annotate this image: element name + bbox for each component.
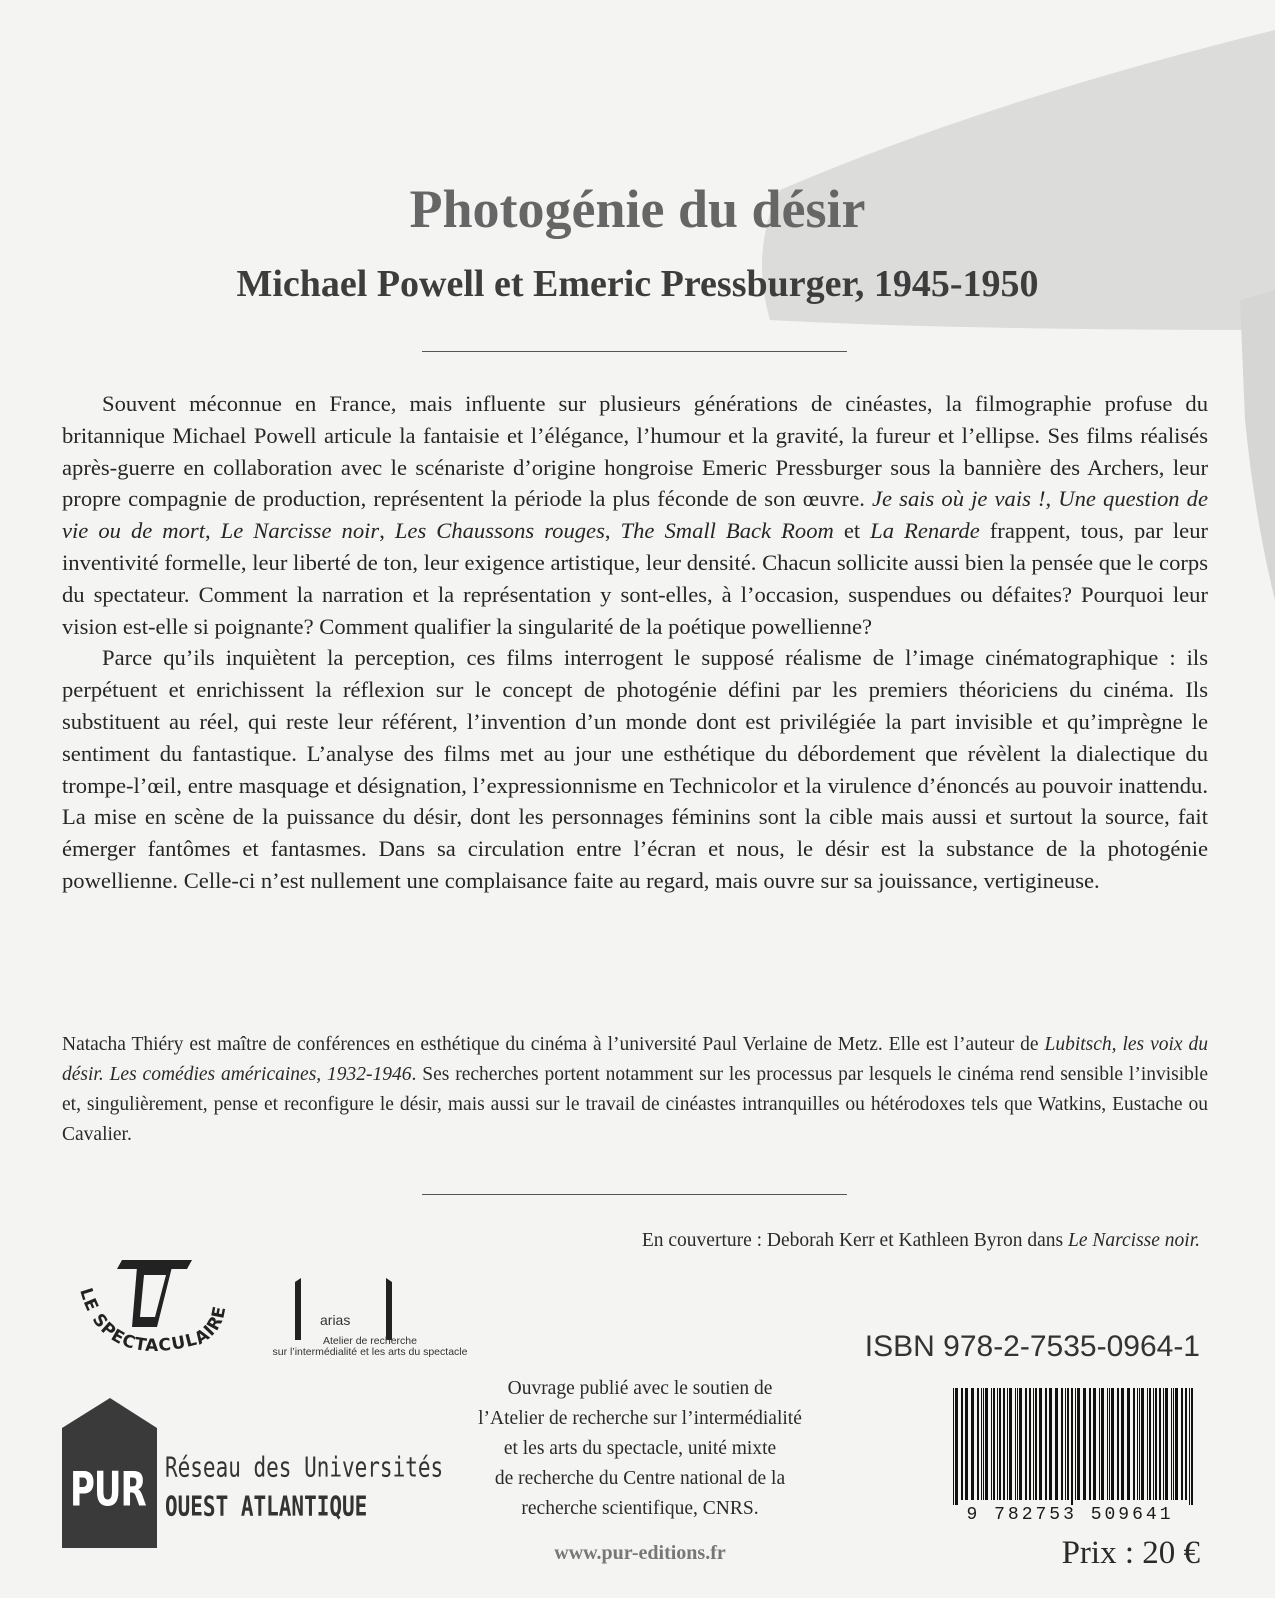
barcode-bar [1163, 1388, 1164, 1500]
summary-p1-run-1: Je sais où je vais ! [872, 486, 1046, 512]
barcode-bar [1175, 1388, 1178, 1500]
bio-run-0: Natacha Thiéry est maître de conférences en esthétique du cinéma à l’université Paul Verlaine de Metz. Elle est l’auteur de [62, 1034, 1045, 1055]
summary-text [62, 388, 1208, 897]
summary-p1-run-11: La Renarde [870, 518, 980, 544]
barcode-bar [1061, 1388, 1063, 1500]
support-statement [430, 1374, 850, 1524]
barcode-bar [1045, 1388, 1047, 1500]
barcode-bar [1191, 1388, 1193, 1513]
barcode-bar [1015, 1388, 1016, 1500]
pur-network-name [165, 1448, 443, 1526]
title-divider [422, 351, 847, 352]
book-title: Photogénie du désir [409, 179, 866, 239]
cover-credit [440, 1230, 1200, 1252]
barcode-bar [1075, 1388, 1076, 1500]
website-url: www.pur-editions.fr [554, 1542, 726, 1564]
barcode-bar [1007, 1388, 1008, 1500]
book-subtitle: Michael Powell et Emeric Pressburger, 1945-1950 [236, 263, 1039, 305]
barcode-bar [985, 1388, 988, 1500]
barcode-bar [1171, 1388, 1172, 1500]
barcode-bar [1019, 1388, 1022, 1500]
summary-p1-run-0: Souvent méconnue en France, mais influente sur plusieurs générations de cinéastes, la filmographie profuse du britannique Michael Powell articule la fantaisie et l’élégance, l’humour et la gravité, la fureur et l’ellipse. Ses films réalisés après-guerre en collaboration avec le scénariste d’origine hongroise Emeric Pressburger sous la bannière des Archers, leur propre compagnie de production, représentent la période la plus féconde de son œuvre. [62, 391, 1208, 512]
summary-p1-run-8: , [604, 518, 621, 544]
author-bio [62, 1030, 1208, 1150]
barcode-bar [1009, 1388, 1012, 1500]
barcode-bar [1039, 1388, 1042, 1500]
barcode-bar [1117, 1388, 1119, 1500]
barcode-bar [1025, 1388, 1027, 1500]
arias-caption-line-1: Atelier de recherche [323, 1335, 417, 1347]
barcode-bar [999, 1388, 1001, 1500]
summary-p1-run-12: frappent, tous, par leur inventivité formelle, leur liberté de ton, leur exigence artistique, leur densité. Chacun sollicite aussi bien la pensée que le corps du spectateur. Comment la narration et la représentation y sont-elles, à l’occasion, suspendues ou défaites? Pourquoi leur vision est-elle si poignante? Comment qualifier la singularité de la poétique powellienne? [62, 518, 1209, 639]
barcode-bar [961, 1388, 963, 1500]
le-spectaculaire-logo [62, 1255, 232, 1375]
barcode-bar [981, 1388, 982, 1500]
barcode-bar [1067, 1388, 1069, 1500]
barcode-bar [997, 1388, 998, 1500]
support-line-4: recherche scientifique, CNRS. [521, 1498, 759, 1519]
support-line-0: Ouvrage publié avec le soutien de [507, 1378, 773, 1399]
barcode-bar [971, 1388, 974, 1500]
pur-line-1: Réseau des Universités [165, 1451, 444, 1484]
barcode-bar [993, 1388, 995, 1500]
summary-p1-run-6: , [379, 518, 395, 544]
support-line-3: de recherche du Centre national de la [494, 1468, 786, 1489]
summary-p1-run-5: Le Narcisse noir [220, 518, 380, 544]
barcode-bar [1127, 1388, 1130, 1500]
barcode-bar [1029, 1388, 1031, 1500]
barcode-bar [1133, 1388, 1135, 1500]
barcode-bar [955, 1388, 958, 1513]
spectaculaire-text: LE SPECTACULAIRE [75, 1285, 231, 1357]
barcode-bar [1077, 1388, 1080, 1500]
barcode-bar [953, 1388, 954, 1513]
barcode-bar [1035, 1388, 1037, 1500]
pur-line-2: OUEST ATLANTIQUE [165, 1490, 368, 1523]
barcode-bar [1093, 1388, 1096, 1500]
barcode-bar [1189, 1388, 1190, 1513]
pur-abbreviation: PUR [70, 1462, 146, 1518]
barcode-bar [1185, 1388, 1187, 1500]
barcode-bar [965, 1388, 968, 1500]
barcode-bar [1181, 1388, 1183, 1500]
barcode-bar [1083, 1388, 1086, 1500]
cover-credit-film: Le Narcisse noir. [1068, 1230, 1200, 1251]
barcode-bar [1111, 1388, 1114, 1500]
bio-run-2: . Ses recherches portent notamment sur les processus par lesquels le cinéma rend sensible l’invisible et, singulièrement, pense et reconfigure le désir, mais aussi sur le travail de cinéastes intranquilles ou hétérodoxes tels que Watkins, Eustache ou Cavalier. [62, 1064, 1208, 1145]
support-line-2: et les arts du spectacle, unité mixte [503, 1438, 777, 1459]
barcode-bar [1017, 1388, 1018, 1500]
barcode-bar [1155, 1388, 1157, 1500]
barcode-bar [1033, 1388, 1034, 1500]
barcode-bar [1141, 1388, 1144, 1500]
arias-name: arias [320, 1312, 351, 1328]
arias-caption [250, 1336, 490, 1358]
summary-p1-run-2: , [1045, 486, 1059, 512]
summary-p1-run-9: The Small Back Room [620, 518, 834, 544]
summary-p1-run-4: , [204, 518, 221, 544]
barcode-bar [1003, 1388, 1005, 1500]
barcode-bar [1099, 1388, 1100, 1500]
price: Prix : 20 € [1061, 1535, 1200, 1571]
barcode-bar [977, 1388, 979, 1500]
barcode-bar [1055, 1388, 1058, 1500]
barcode-bar [983, 1388, 984, 1500]
summary-paragraph-1 [62, 388, 1208, 642]
barcode-bar [1153, 1388, 1154, 1500]
barcode-bar [1089, 1388, 1091, 1500]
barcode-bar [1071, 1388, 1073, 1513]
barcode-bar [991, 1388, 992, 1500]
barcode [945, 1388, 1200, 1518]
summary-p1-run-7: Les Chaussons rouges [394, 518, 605, 544]
support-line-1: l’Atelier de recherche sur l’intermédialité [478, 1408, 802, 1429]
barcode-bar [1121, 1388, 1124, 1500]
cover-credit-prefix: En couverture : Deborah Kerr et Kathleen Byron dans [641, 1230, 1068, 1251]
bio-run-1: Lubitsch, les voix du désir. Les comédies américaines, 1932-1946 [62, 1034, 1208, 1085]
summary-p1-run-10: et [833, 518, 871, 544]
summary-paragraph-2: Parce qu’ils inquiètent la perception, ces films interrogent le supposé réalisme de l’image cinématographique : ils perpétuent et enrichissent la réflexion sur le concept de photogénie défini par les premiers théoriciens du cinéma. Ils substituent au réel, qui reste leur référent, l’invention d’un monde dont est privilégiée la part invisible et qu’imprègne le sentiment du fantastique. L’analyse des films met au jour une esthétique du débordement que révèlent la dialectique du trompe-l’œil, entre masquage et désignation, l’expressionnisme en Technicolor et la virulence d’énoncés au pouvoir inattendu. La mise en scène de la puissance du désir, dont les personnages féminins sont la cible mais aussi et surtout la source, fait émerger fantômes et fantasmes. Dans sa circulation entre l’écran et nous, le désir est la substance de la photogénie powellienne. Celle-ci n’est nullement une complaisance faite au regard, mais ouvre sur sa jouissance, vertigineuse. [62, 645, 1208, 893]
barcode-bar [1107, 1388, 1108, 1500]
arias-caption-line-2: sur l’intermédialité et les arts du spectacle [272, 1346, 468, 1358]
barcode-bar [1165, 1388, 1168, 1500]
barcode-bar [1109, 1388, 1110, 1500]
barcode-bar [1049, 1388, 1052, 1500]
barcode-bar [1137, 1388, 1138, 1500]
barcode-bar [1101, 1388, 1104, 1500]
barcode-bar [1159, 1388, 1161, 1500]
barcode-bar [1173, 1388, 1174, 1500]
isbn: ISBN 978-2-7535-0964-1 [864, 1330, 1200, 1363]
barcode-bar [1139, 1388, 1140, 1500]
barcode-bar [1065, 1388, 1066, 1500]
bio-divider [422, 1194, 847, 1195]
summary-p1-run-3: Une question de vie ou de mort [62, 486, 1209, 544]
barcode-bar [1147, 1388, 1148, 1500]
barcode-digits: 9 782753 509641 [940, 1505, 1200, 1525]
barcode-bar [1149, 1388, 1151, 1500]
